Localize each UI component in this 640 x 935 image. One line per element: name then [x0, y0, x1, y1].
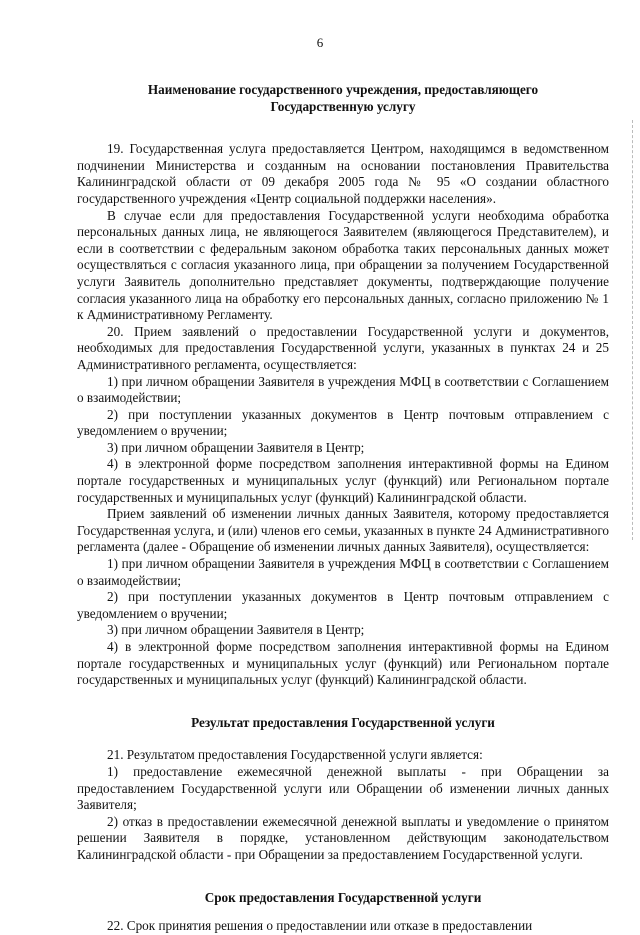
section-heading-term: Срок предоставления Государственной услуги — [204, 889, 482, 905]
paragraph-consent: В случае если для предоставления Государственной услуги необходима обработка персональных данных лица, не являющегося Заявителем (являющегося Представителем), и если в соответствии с федеральным законом обработка таких персональных данных может осуществляться с согласия указанного лица, при обращении за получением Государственной услуги Заявитель дополнительно представляет документы, подтверждающие получение согласия указанного лица на обработку его персональных данных, согласно приложению № 1 к Административному Регламенту. — [77, 207, 609, 323]
section-heading-result: Результат предоставления Государственной услуги — [191, 714, 495, 730]
list-item: 1) при личном обращении Заявителя в учреждения МФЦ в соответствии с Соглашением о взаимодействии; — [77, 556, 609, 588]
list-item: 3) при личном обращении Заявителя в Центр; — [107, 439, 365, 455]
document-body — [77, 82, 609, 935]
spacer — [77, 115, 609, 141]
paragraph-22: 22. Срок принятия решения о предоставлении или отказе в предоставлении — [107, 918, 533, 934]
paragraph-change-requests: Прием заявлений об изменении личных данных Заявителя, которому предоставляется Государственная услуга, и (или) членов его семьи, указанных в пункте 24 Административного регламента (далее - Обращение об изменении личных данных Заявителя), осуществляется: — [77, 506, 609, 555]
paragraph-19: 19. Государственная услуга предоставляется Центром, находящимся в ведомственном подчинении Министерства и созданным на основании постановления Правительства Калининградской области от 09 декабря 2005 года № 95 «О создании областного государственного учреждения «Центр социальной поддержки населения». — [77, 141, 609, 206]
section-heading-institution — [77, 82, 609, 115]
list-item: 4) в электронной форме посредством заполнения интерактивной формы на Едином портале государственных и муниципальных услуг (функций) или Региональном портале государственных и муниципальных услуг (функций) Калининградской области. — [77, 456, 609, 505]
paragraph-21: 21. Результатом предоставления Государственной услуги является: — [107, 747, 483, 763]
spacer — [77, 689, 609, 715]
spacer — [77, 906, 609, 918]
spacer — [77, 731, 609, 747]
list-item: 2) при поступлении указанных документов в Центр почтовым отправлением с уведомлением о вручении; — [77, 406, 609, 439]
section-heading-line-1: Наименование государственного учреждения, предоставляющего — [147, 82, 539, 97]
list-item: 3) при личном обращении Заявителя в Центр; — [107, 622, 365, 638]
list-item: 2) при поступлении указанных документов в Центр почтовым отправлением с уведомлением о вручении; — [77, 589, 609, 621]
spacer — [77, 864, 609, 890]
section-heading-line-2: Государственную услугу — [270, 98, 416, 114]
page-number: 6 — [316, 35, 324, 50]
list-item: 4) в электронной форме посредством заполнения интерактивной формы на Едином портале государственных и муниципальных услуг (функций) или Региональном портале государственных и муниципальных услуг (функций) Калининградской области. — [77, 639, 609, 688]
list-item: 2) отказ в предоставлении ежемесячной денежной выплаты и уведомление о принятом решении Заявителя в порядке, установленном действующим законодательством Калининградской области - при Обращении за предоставлением Государственной услуги. — [77, 813, 609, 862]
list-item: 1) предоставление ежемесячной денежной выплаты - при Обращении за предоставлением Государственной услуги или Обращении об изменении личных данных Заявителя; — [77, 763, 609, 813]
paragraph-20: 20. Прием заявлений о предоставлении Государственной услуги и документов, необходимых для предоставления Государственной услуги, указанных в пунктах 24 и 25 Административного регламента, осуществляется: — [77, 323, 609, 372]
list-item: 1) при личном обращении Заявителя в учреждения МФЦ в соответствии с Соглашением о взаимодействии; — [77, 373, 609, 406]
scan-edge-marks — [632, 120, 636, 540]
